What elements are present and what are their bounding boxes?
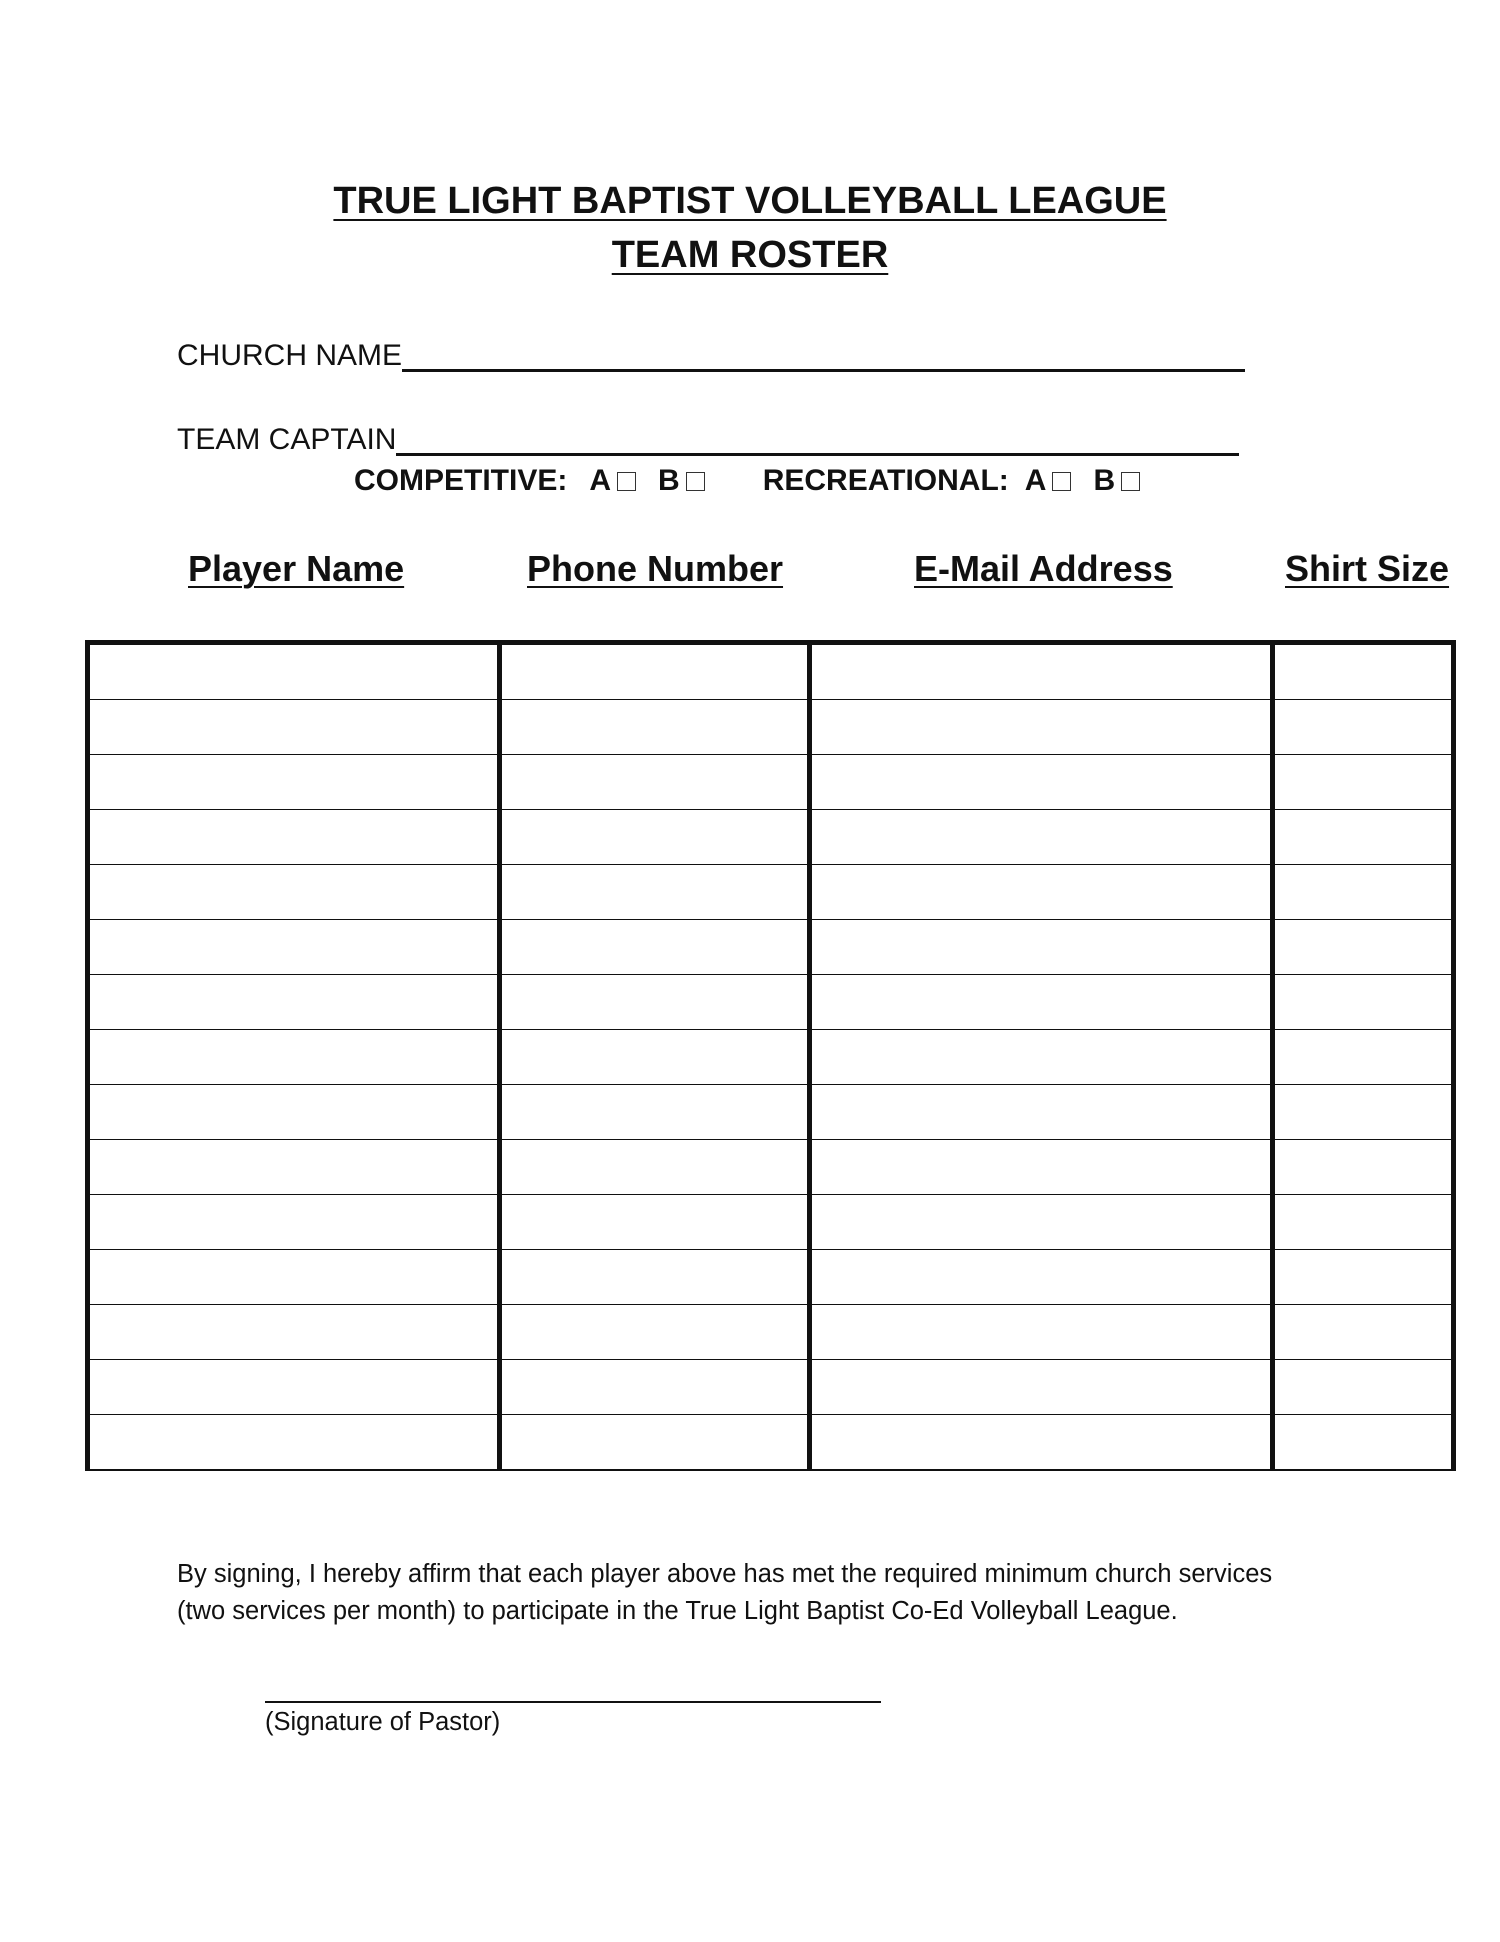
competitive-b-checkbox[interactable] — [686, 472, 705, 491]
shirt-size-cell[interactable] — [1273, 920, 1454, 975]
table-row — [88, 755, 1454, 810]
shirt-size-cell[interactable] — [1273, 1360, 1454, 1415]
player-name-cell[interactable] — [88, 1195, 500, 1250]
column-header-phone-number: Phone Number — [527, 548, 784, 589]
shirt-size-cell[interactable] — [1273, 755, 1454, 810]
table-row — [88, 1250, 1454, 1305]
shirt-size-cell[interactable] — [1273, 643, 1454, 700]
phone-number-cell[interactable] — [500, 975, 810, 1030]
roster-body — [88, 643, 1454, 1471]
email-address-cell[interactable] — [810, 1415, 1273, 1471]
column-header-email-address: E-Mail Address — [914, 548, 1173, 589]
church-name-field[interactable] — [402, 369, 1245, 372]
table-row — [88, 975, 1454, 1030]
phone-number-cell[interactable] — [500, 865, 810, 920]
competitive-option-a[interactable] — [589, 464, 636, 498]
shirt-size-cell[interactable] — [1273, 865, 1454, 920]
shirt-size-cell[interactable] — [1273, 1030, 1454, 1085]
competitive-option-b[interactable] — [658, 464, 705, 498]
email-address-cell[interactable] — [810, 700, 1273, 755]
table-row — [88, 1305, 1454, 1360]
shirt-size-cell[interactable] — [1273, 810, 1454, 865]
phone-number-cell[interactable] — [500, 1195, 810, 1250]
table-row — [88, 810, 1454, 865]
phone-number-cell[interactable] — [500, 643, 810, 700]
table-row — [88, 1030, 1454, 1085]
table-row — [88, 865, 1454, 920]
option-a-label: A — [589, 464, 612, 497]
phone-number-cell[interactable] — [500, 1250, 810, 1305]
email-address-cell[interactable] — [810, 1360, 1273, 1415]
phone-number-cell[interactable] — [500, 1140, 810, 1195]
league-level-selector — [354, 464, 1140, 498]
player-name-cell[interactable] — [88, 1030, 500, 1085]
phone-number-cell[interactable] — [500, 1305, 810, 1360]
shirt-size-cell[interactable] — [1273, 1195, 1454, 1250]
team-captain-row — [177, 424, 1239, 456]
shirt-size-cell[interactable] — [1273, 1085, 1454, 1140]
competitive-a-checkbox[interactable] — [617, 472, 636, 491]
team-captain-field[interactable] — [396, 453, 1239, 456]
email-address-cell[interactable] — [810, 1250, 1273, 1305]
shirt-size-cell[interactable] — [1273, 1140, 1454, 1195]
email-address-cell[interactable] — [810, 643, 1273, 700]
shirt-size-cell[interactable] — [1273, 975, 1454, 1030]
shirt-size-cell[interactable] — [1273, 1250, 1454, 1305]
signature-label: (Signature of Pastor) — [265, 1708, 501, 1736]
column-header-player-name: Player Name — [188, 548, 405, 589]
player-name-cell[interactable] — [88, 1415, 500, 1471]
table-row — [88, 700, 1454, 755]
player-name-cell[interactable] — [88, 643, 500, 700]
email-address-cell[interactable] — [810, 1195, 1273, 1250]
phone-number-cell[interactable] — [500, 1085, 810, 1140]
table-row — [88, 1140, 1454, 1195]
phone-number-cell[interactable] — [500, 1360, 810, 1415]
player-name-cell[interactable] — [88, 700, 500, 755]
phone-number-cell[interactable] — [500, 810, 810, 865]
phone-number-cell[interactable] — [500, 755, 810, 810]
email-address-cell[interactable] — [810, 1305, 1273, 1360]
email-address-cell[interactable] — [810, 1030, 1273, 1085]
player-name-cell[interactable] — [88, 755, 500, 810]
team-captain-label: TEAM CAPTAIN — [177, 423, 397, 456]
recreational-option-a[interactable] — [1025, 464, 1072, 498]
church-name-label: CHURCH NAME — [177, 339, 402, 372]
table-row — [88, 920, 1454, 975]
email-address-cell[interactable] — [810, 1085, 1273, 1140]
player-name-cell[interactable] — [88, 810, 500, 865]
player-name-cell[interactable] — [88, 1140, 500, 1195]
email-address-cell[interactable] — [810, 865, 1273, 920]
email-address-cell[interactable] — [810, 755, 1273, 810]
phone-number-cell[interactable] — [500, 1030, 810, 1085]
player-name-cell[interactable] — [88, 1360, 500, 1415]
roster-table — [85, 640, 1456, 1471]
column-header-shirt-size: Shirt Size — [1285, 548, 1450, 589]
email-address-cell[interactable] — [810, 1140, 1273, 1195]
table-row — [88, 1415, 1454, 1471]
roster-title: TEAM ROSTER — [611, 234, 889, 276]
phone-number-cell[interactable] — [500, 1415, 810, 1471]
church-name-row — [177, 340, 1245, 372]
option-b-label: B — [658, 464, 680, 497]
email-address-cell[interactable] — [810, 920, 1273, 975]
option-a-label: A — [1024, 464, 1047, 497]
email-address-cell[interactable] — [810, 810, 1273, 865]
table-row — [88, 1195, 1454, 1250]
recreational-option-b[interactable] — [1093, 464, 1140, 498]
phone-number-cell[interactable] — [500, 700, 810, 755]
recreational-b-checkbox[interactable] — [1121, 472, 1140, 491]
shirt-size-cell[interactable] — [1273, 1415, 1454, 1471]
player-name-cell[interactable] — [88, 865, 500, 920]
player-name-cell[interactable] — [88, 1085, 500, 1140]
option-b-label: B — [1093, 464, 1116, 497]
player-name-cell[interactable] — [88, 1305, 500, 1360]
shirt-size-cell[interactable] — [1273, 700, 1454, 755]
table-row — [88, 643, 1454, 700]
recreational-label: RECREATIONAL: — [762, 464, 1009, 497]
player-name-cell[interactable] — [88, 1250, 500, 1305]
table-row — [88, 1085, 1454, 1140]
player-name-cell[interactable] — [88, 920, 500, 975]
shirt-size-cell[interactable] — [1273, 1305, 1454, 1360]
pastor-signature-field[interactable] — [265, 1701, 881, 1703]
player-name-cell[interactable] — [88, 975, 500, 1030]
table-row — [88, 1360, 1454, 1415]
competitive-label: COMPETITIVE: — [354, 464, 568, 497]
phone-number-cell[interactable] — [500, 920, 810, 975]
league-title: TRUE LIGHT BAPTIST VOLLEYBALL LEAGUE — [333, 180, 1167, 222]
recreational-a-checkbox[interactable] — [1052, 472, 1071, 491]
affirmation-text: By signing, I hereby affirm that each player above has met the required minimum church services (two services per month) to participate in the True Light Baptist Co-Ed Volleyball League. — [177, 1560, 1273, 1625]
email-address-cell[interactable] — [810, 975, 1273, 1030]
